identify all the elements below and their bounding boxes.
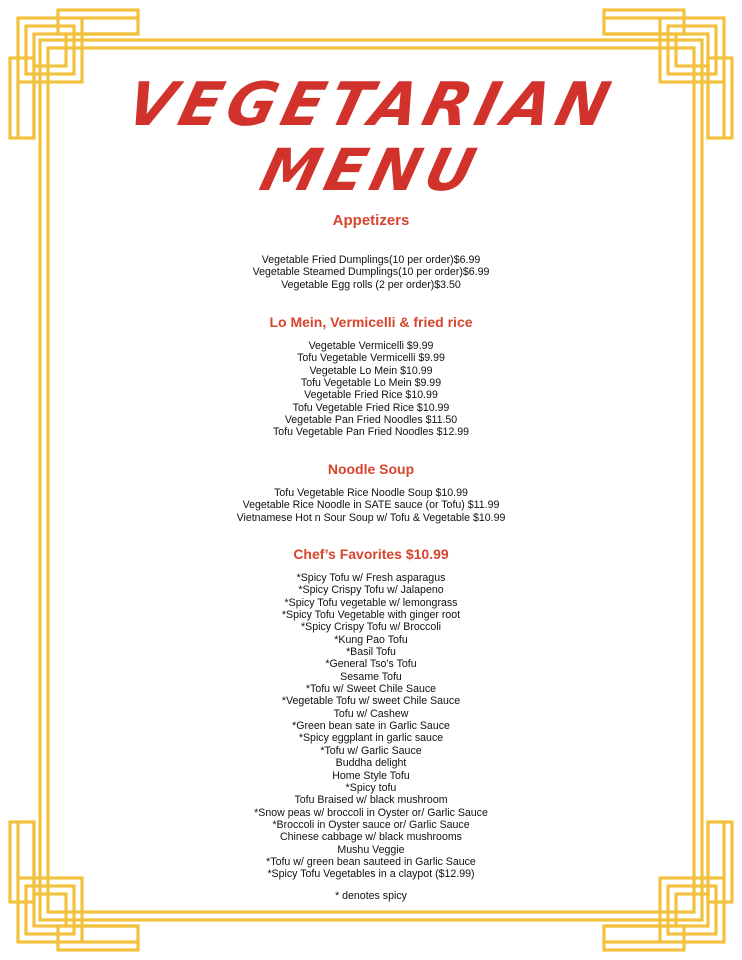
section-heading-noodle-soup: Noodle Soup (327, 461, 415, 477)
menu-item: *Tofu w/ Garlic Sauce (320, 744, 422, 757)
section-heading-chefs-favorites: Chef’s Favorites $10.99 (293, 546, 449, 562)
menu-item: Vegetable Steamed Dumplings(10 per order)$6.99 (252, 266, 490, 279)
menu-item: Tofu Vegetable Pan Fried Noodles $12.99 (272, 426, 470, 439)
menu-item: Vegetable Lo Mein $10.99 (309, 364, 433, 377)
menu-item: *Spicy Crispy Tofu w/ Jalapeno (298, 584, 444, 597)
appetizers-list (0, 254, 742, 291)
menu-item: Vegetable Fried Dumplings(10 per order)$6.99 (261, 254, 481, 266)
menu-item: Buddha delight (335, 757, 407, 770)
section-heading-appetizers: Appetizers (332, 212, 410, 229)
menu-item: Tofu Vegetable Fried Rice $10.99 (292, 401, 450, 414)
menu-item: Vegetable Fried Rice $10.99 (304, 389, 438, 402)
menu-item: Tofu Vegetable Lo Mein $9.99 (300, 377, 442, 390)
menu-title-line-1: VEGETARIAN (119, 70, 623, 140)
menu-item: *Spicy eggplant in garlic sauce (298, 732, 444, 745)
menu-item: *Spicy Tofu Vegetables in a claypot ($12.99) (267, 868, 475, 881)
menu-item: *Vegetable Tofu w/ sweet Chile Sauce (281, 695, 461, 708)
section-heading-lo-mein: Lo Mein, Vermicelli & fried rice (269, 314, 473, 330)
noodle-soup-list (0, 487, 742, 524)
menu-item: Tofu Vegetable Rice Noodle Soup $10.99 (274, 487, 468, 499)
menu-item: *General Tso’s Tofu (325, 658, 417, 671)
menu-item: *Broccoli in Oyster sauce or/ Garlic Sauce (272, 818, 470, 831)
menu-item: *Spicy Tofu vegetable w/ lemongrass (284, 596, 458, 609)
spicy-footnote: * denotes spicy (335, 890, 407, 902)
lo-mein-list (0, 340, 742, 439)
menu-item: *Spicy Tofu Vegetable with ginger root (281, 609, 461, 622)
menu-item: Tofu Vegetable Vermicelli $9.99 (297, 352, 445, 365)
menu-item: Home Style Tofu (332, 769, 410, 782)
menu-item: *Spicy tofu (345, 781, 397, 794)
menu-item: *Basil Tofu (346, 646, 396, 659)
menu-item: *Green bean sate in Garlic Sauce (292, 720, 450, 733)
menu-item: *Tofu w/ green bean sauteed in Garlic Sauce (266, 855, 476, 868)
menu-item: *Spicy Crispy Tofu w/ Broccoli (301, 621, 441, 634)
menu-title-line-2: MENU (254, 136, 488, 204)
menu-item: Tofu Braised w/ black mushroom (294, 794, 448, 807)
menu-item: Vietnamese Hot n Sour Soup w/ Tofu & Vegetable $10.99 (236, 511, 506, 524)
menu-item: Sesame Tofu (340, 670, 402, 683)
menu-item: *Tofu w/ Sweet Chile Sauce (305, 683, 437, 696)
menu-item: Vegetable Rice Noodle in SATE sauce (or Tofu) $11.99 (242, 499, 500, 512)
menu-item: *Kung Pao Tofu (334, 633, 408, 646)
menu-item: *Snow peas w/ broccoli in Oyster or/ Garlic Sauce (254, 806, 488, 819)
menu-item: *Spicy Tofu w/ Fresh asparagus (296, 572, 446, 584)
menu-item: Vegetable Egg rolls (2 per order)$3.50 (281, 278, 461, 291)
menu-item: Vegetable Vermicelli $9.99 (308, 340, 434, 352)
chefs-favorites-list (0, 572, 742, 881)
menu-item: Chinese cabbage w/ black mushrooms (280, 831, 462, 844)
menu-item: Mushu Veggie (337, 843, 405, 856)
menu-item: Tofu w/ Cashew (333, 707, 409, 720)
menu-item: Vegetable Pan Fried Noodles $11.50 (284, 414, 458, 427)
